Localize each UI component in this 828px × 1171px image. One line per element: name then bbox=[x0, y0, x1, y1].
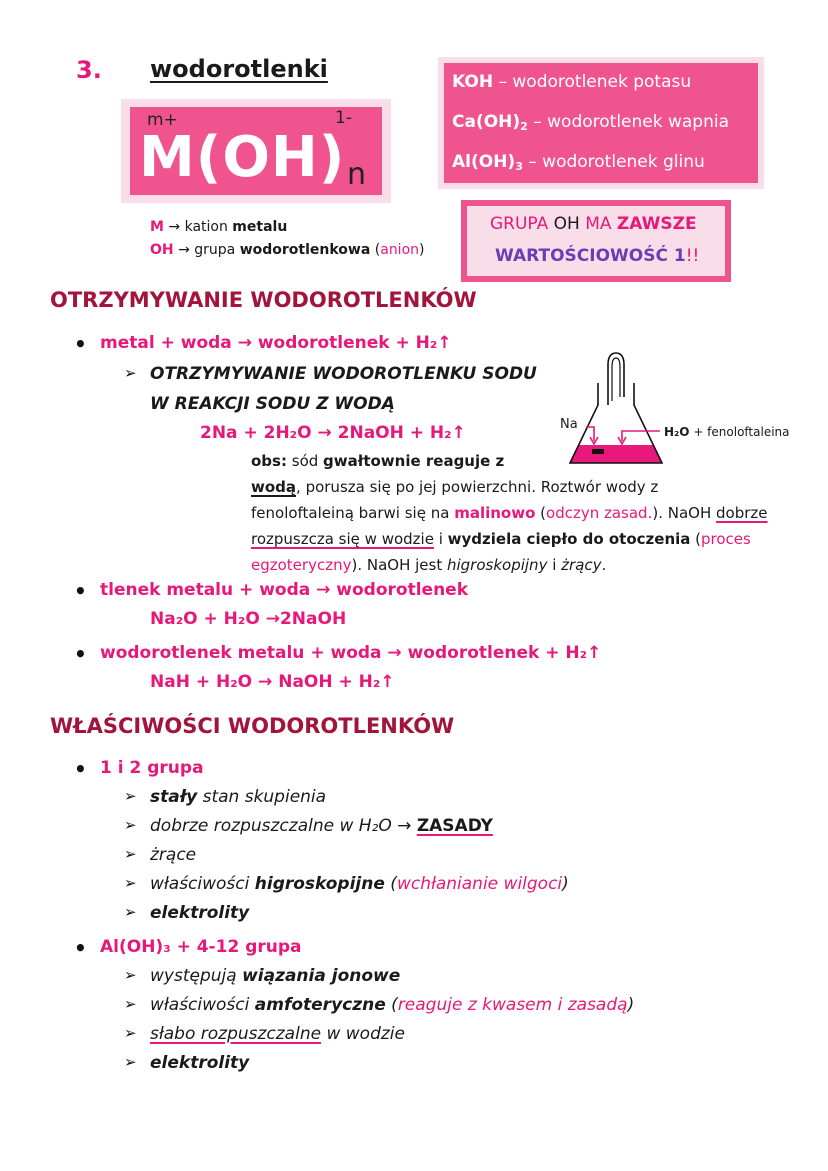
sub-heading-naoh-2: W REAKCJI SODU Z WODĄ bbox=[150, 394, 395, 414]
bullet-wodorotlenek-woda: • wodorotlenek metalu + woda → wodorotlenek + H₂↑ bbox=[100, 643, 601, 663]
page-title: wodorotlenki bbox=[150, 55, 328, 83]
observation-text: obs: sód gwałtownie reaguje z wodą, porusza się po jej powierzchni. Roztwór wody z fenoloftaleiną barwi się na malinowo (odczyn zasad.). NaOH dobrze rozpuszcza się w wodzie i wydziela ciepło do otoczenia (proces egzoteryczny). NaOH jest higroskopijny i żrący. bbox=[251, 452, 768, 574]
equation-na2o: Na₂O + H₂O →2NaOH bbox=[150, 609, 347, 629]
section-number: 3. bbox=[76, 56, 102, 84]
g1-item-1: ➢ stały stan skupienia bbox=[150, 787, 326, 807]
flask-label-na: Na bbox=[560, 417, 578, 432]
equation-sodium-water: 2Na + 2H₂O → 2NaOH + H₂↑ bbox=[200, 423, 466, 443]
g1-item-4: ➢ właściwości higroskopijne (wchłanianie wilgoci) bbox=[150, 874, 569, 894]
g2-item-4: ➢ elektrolity bbox=[150, 1053, 249, 1073]
g1-item-2: ➢ dobrze rozpuszczalne w H₂O → ZASADY bbox=[150, 816, 493, 836]
g2-item-1: ➢ występują wiązania jonowe bbox=[150, 966, 400, 986]
g2-item-3: ➢ słabo rozpuszczalne w wodzie bbox=[150, 1024, 405, 1044]
g1-item-5: ➢ elektrolity bbox=[150, 903, 249, 923]
legend-m: M → kation metalu bbox=[150, 219, 288, 235]
equation-nah: NaH + H₂O → NaOH + H₂↑ bbox=[150, 672, 395, 692]
flask-illustration bbox=[550, 345, 780, 475]
section-heading-otrzymywanie: OTRZYMYWANIE WODOROTLENKÓW bbox=[50, 288, 477, 312]
group-1-2: • 1 i 2 grupa bbox=[100, 758, 204, 778]
group-aloh3: • Al(OH)₃ + 4-12 grupa bbox=[100, 937, 302, 957]
valence-line-1: GRUPA OH MA ZAWSZE bbox=[490, 214, 697, 234]
legend-oh: OH → grupa wodorotlenkowa (anion) bbox=[150, 242, 425, 258]
example-aloh3: $Al(OH)_3$ – wodorotlenek glinu bbox=[452, 152, 705, 173]
formula-box bbox=[121, 99, 391, 203]
bullet-metal-woda: • metal + woda → wodorotlenek + H₂↑ bbox=[100, 333, 452, 353]
charge-m-plus: m+ bbox=[147, 110, 178, 130]
flask-label-water: H₂O + fenoloftaleina bbox=[664, 425, 790, 439]
g1-item-3: ➢ żrące bbox=[150, 845, 196, 865]
bullet-tlenek-woda: • tlenek metalu + woda → wodorotlenek bbox=[100, 580, 468, 600]
general-formula: M(OH) bbox=[139, 125, 346, 190]
example-koh: KOH – wodorotlenek potasu bbox=[452, 72, 692, 92]
g2-item-2: ➢ właściwości amfoteryczne (reaguje z kwasem i zasadą) bbox=[150, 995, 634, 1015]
section-heading-wlasciwosci: WŁAŚCIWOŚCI WODOROTLENKÓW bbox=[50, 714, 455, 738]
example-caoh2: $Ca(OH)_2$ – wodorotlenek wapnia bbox=[452, 112, 730, 133]
formula-index-n: n bbox=[347, 157, 367, 192]
charge-one-minus: 1- bbox=[335, 108, 352, 128]
valence-box bbox=[461, 200, 731, 282]
valence-line-2: WARTOŚCIOWOŚĆ 1!! bbox=[495, 246, 700, 266]
sub-heading-naoh-1: ➢ OTRZYMYWANIE WODOROTLENKU SODU bbox=[150, 364, 537, 384]
